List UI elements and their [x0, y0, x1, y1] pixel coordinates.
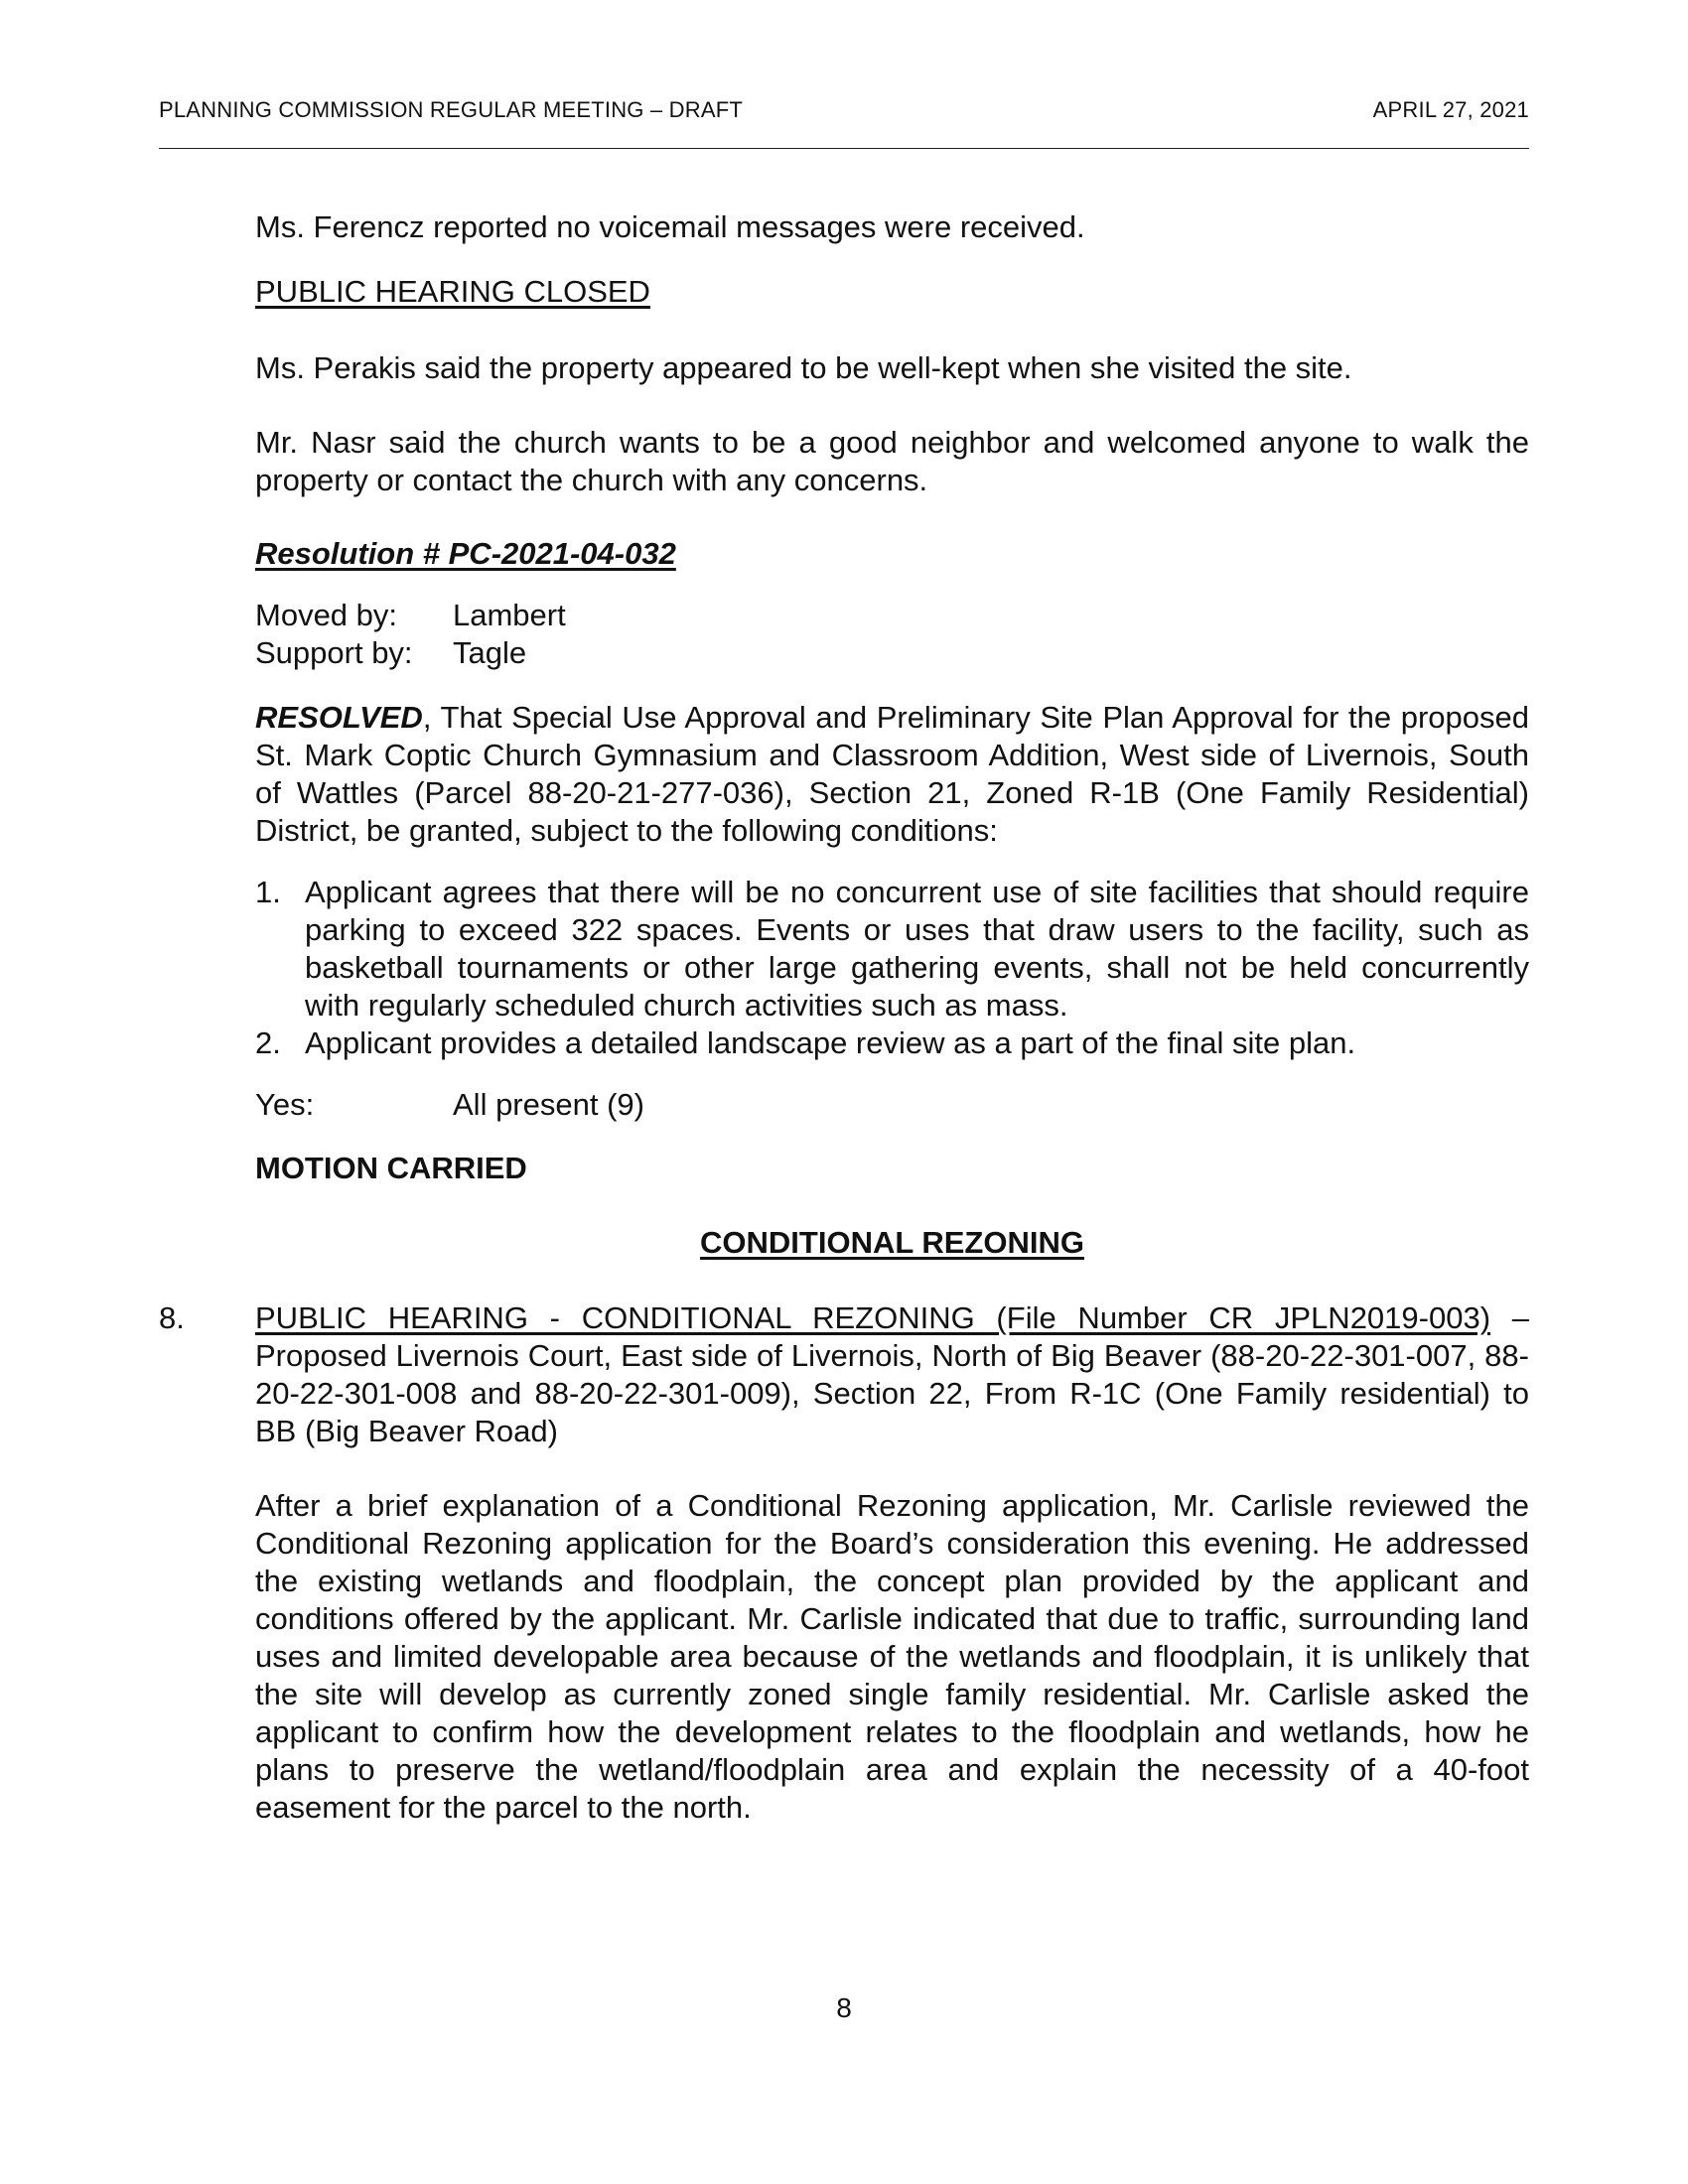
support-by-value: Tagle	[453, 635, 527, 670]
carlisle-paragraph: After a brief explanation of a Conditional Rezoning application, Mr. Carlisle reviewed the Conditional Rezoning application for the Board’s consideration this evening. He addressed the existing wetlands and floodplain, the concept plan provided by the applicant and conditions offered by the applicant. Mr. Carlisle indicated that due to traffic, surrounding land uses and limited developable area because of the wetlands and floodplain, it is unlikely that the site will develop as currently zoned single family residential. Mr. Carlisle asked the applicant to confirm how the development relates to the floodplain and wetlands, how he plans to preserve the wetland/floodplain area and explain the necessity of a 40-foot easement for the parcel to the north.	[255, 1488, 1529, 1825]
resolution-title: Resolution # PC-2021-04-032	[255, 536, 676, 571]
motion-carried: MOTION CARRIED	[255, 1151, 527, 1185]
section-heading-label: CONDITIONAL REZONING	[700, 1225, 1084, 1260]
condition-item	[255, 1024, 1529, 1062]
condition-number: 1.	[255, 875, 281, 909]
condition-text: Applicant provides a detailed landscape review as a part of the final site plan.	[305, 1025, 1356, 1060]
header-title: PLANNING COMMISSION REGULAR MEETING – DRAFT	[159, 97, 744, 122]
condition-number: 2.	[255, 1025, 281, 1060]
perakis-paragraph: Ms. Perakis said the property appeared to be well-kept when she visited the site.	[255, 350, 1352, 385]
page-number: 8	[836, 1992, 852, 2023]
section-heading	[255, 1224, 1529, 1262]
moved-by-label: Moved by:	[255, 598, 398, 632]
conditions-list	[255, 874, 1529, 1062]
vote-label: Yes:	[255, 1087, 315, 1122]
support-by-label: Support by:	[255, 635, 413, 670]
resolution-heading	[255, 535, 1529, 573]
item-8-title: PUBLIC HEARING - CONDITIONAL REZONING (File Number CR JPLN2019-003)	[255, 1300, 1491, 1335]
support-by-row	[255, 634, 1529, 672]
condition-item	[255, 874, 1529, 1024]
header-divider	[159, 148, 1529, 149]
hearing-closed-label: PUBLIC HEARING CLOSED	[255, 274, 650, 309]
hearing-closed-heading	[255, 273, 1529, 311]
resolved-text: , That Special Use Approval and Preliminary Site Plan Approval for the proposed St. Mark Coptic Church Gymnasium and Classroom Addition, West side of Livernois, South of Wattles (Parcel 88-20-21-277-036), Section 21, Zoned R-1B (One Family Residential) District, be granted, subject to the following conditions:	[255, 700, 1529, 848]
item-number: 8.	[159, 1300, 185, 1335]
header-date: APRIL 27, 2021	[1372, 97, 1529, 122]
voicemail-paragraph: Ms. Ferencz reported no voicemail messages were received.	[255, 209, 1085, 244]
moved-by-value: Lambert	[453, 598, 566, 632]
nasr-paragraph: Mr. Nasr said the church wants to be a good neighbor and welcomed anyone to walk the property or contact the church with any concerns.	[255, 425, 1529, 497]
moved-by-row	[255, 597, 1529, 634]
item-8-description: – Proposed Livernois Court, East side of Livernois, North of Big Beaver (88-20-22-301-007, 88-20-22-301-008 and 88-20-22-301-009), Section 22, From R-1C (One Family residential) to BB (Big Beaver Road)	[255, 1300, 1529, 1448]
vote-row	[255, 1086, 1529, 1124]
resolved-paragraph	[255, 699, 1529, 850]
vote-value: All present (9)	[453, 1087, 644, 1122]
resolved-word: RESOLVED	[255, 700, 423, 735]
item-8-paragraph	[255, 1299, 1529, 1450]
motion-makers	[255, 597, 1529, 672]
condition-text: Applicant agrees that there will be no concurrent use of site facilities that should require parking to exceed 322 spaces. Events or uses that draw users to the facility, such as basketball tournaments or other large gathering events, shall not be held concurrently with regularly scheduled church activities such as mass.	[305, 875, 1529, 1023]
